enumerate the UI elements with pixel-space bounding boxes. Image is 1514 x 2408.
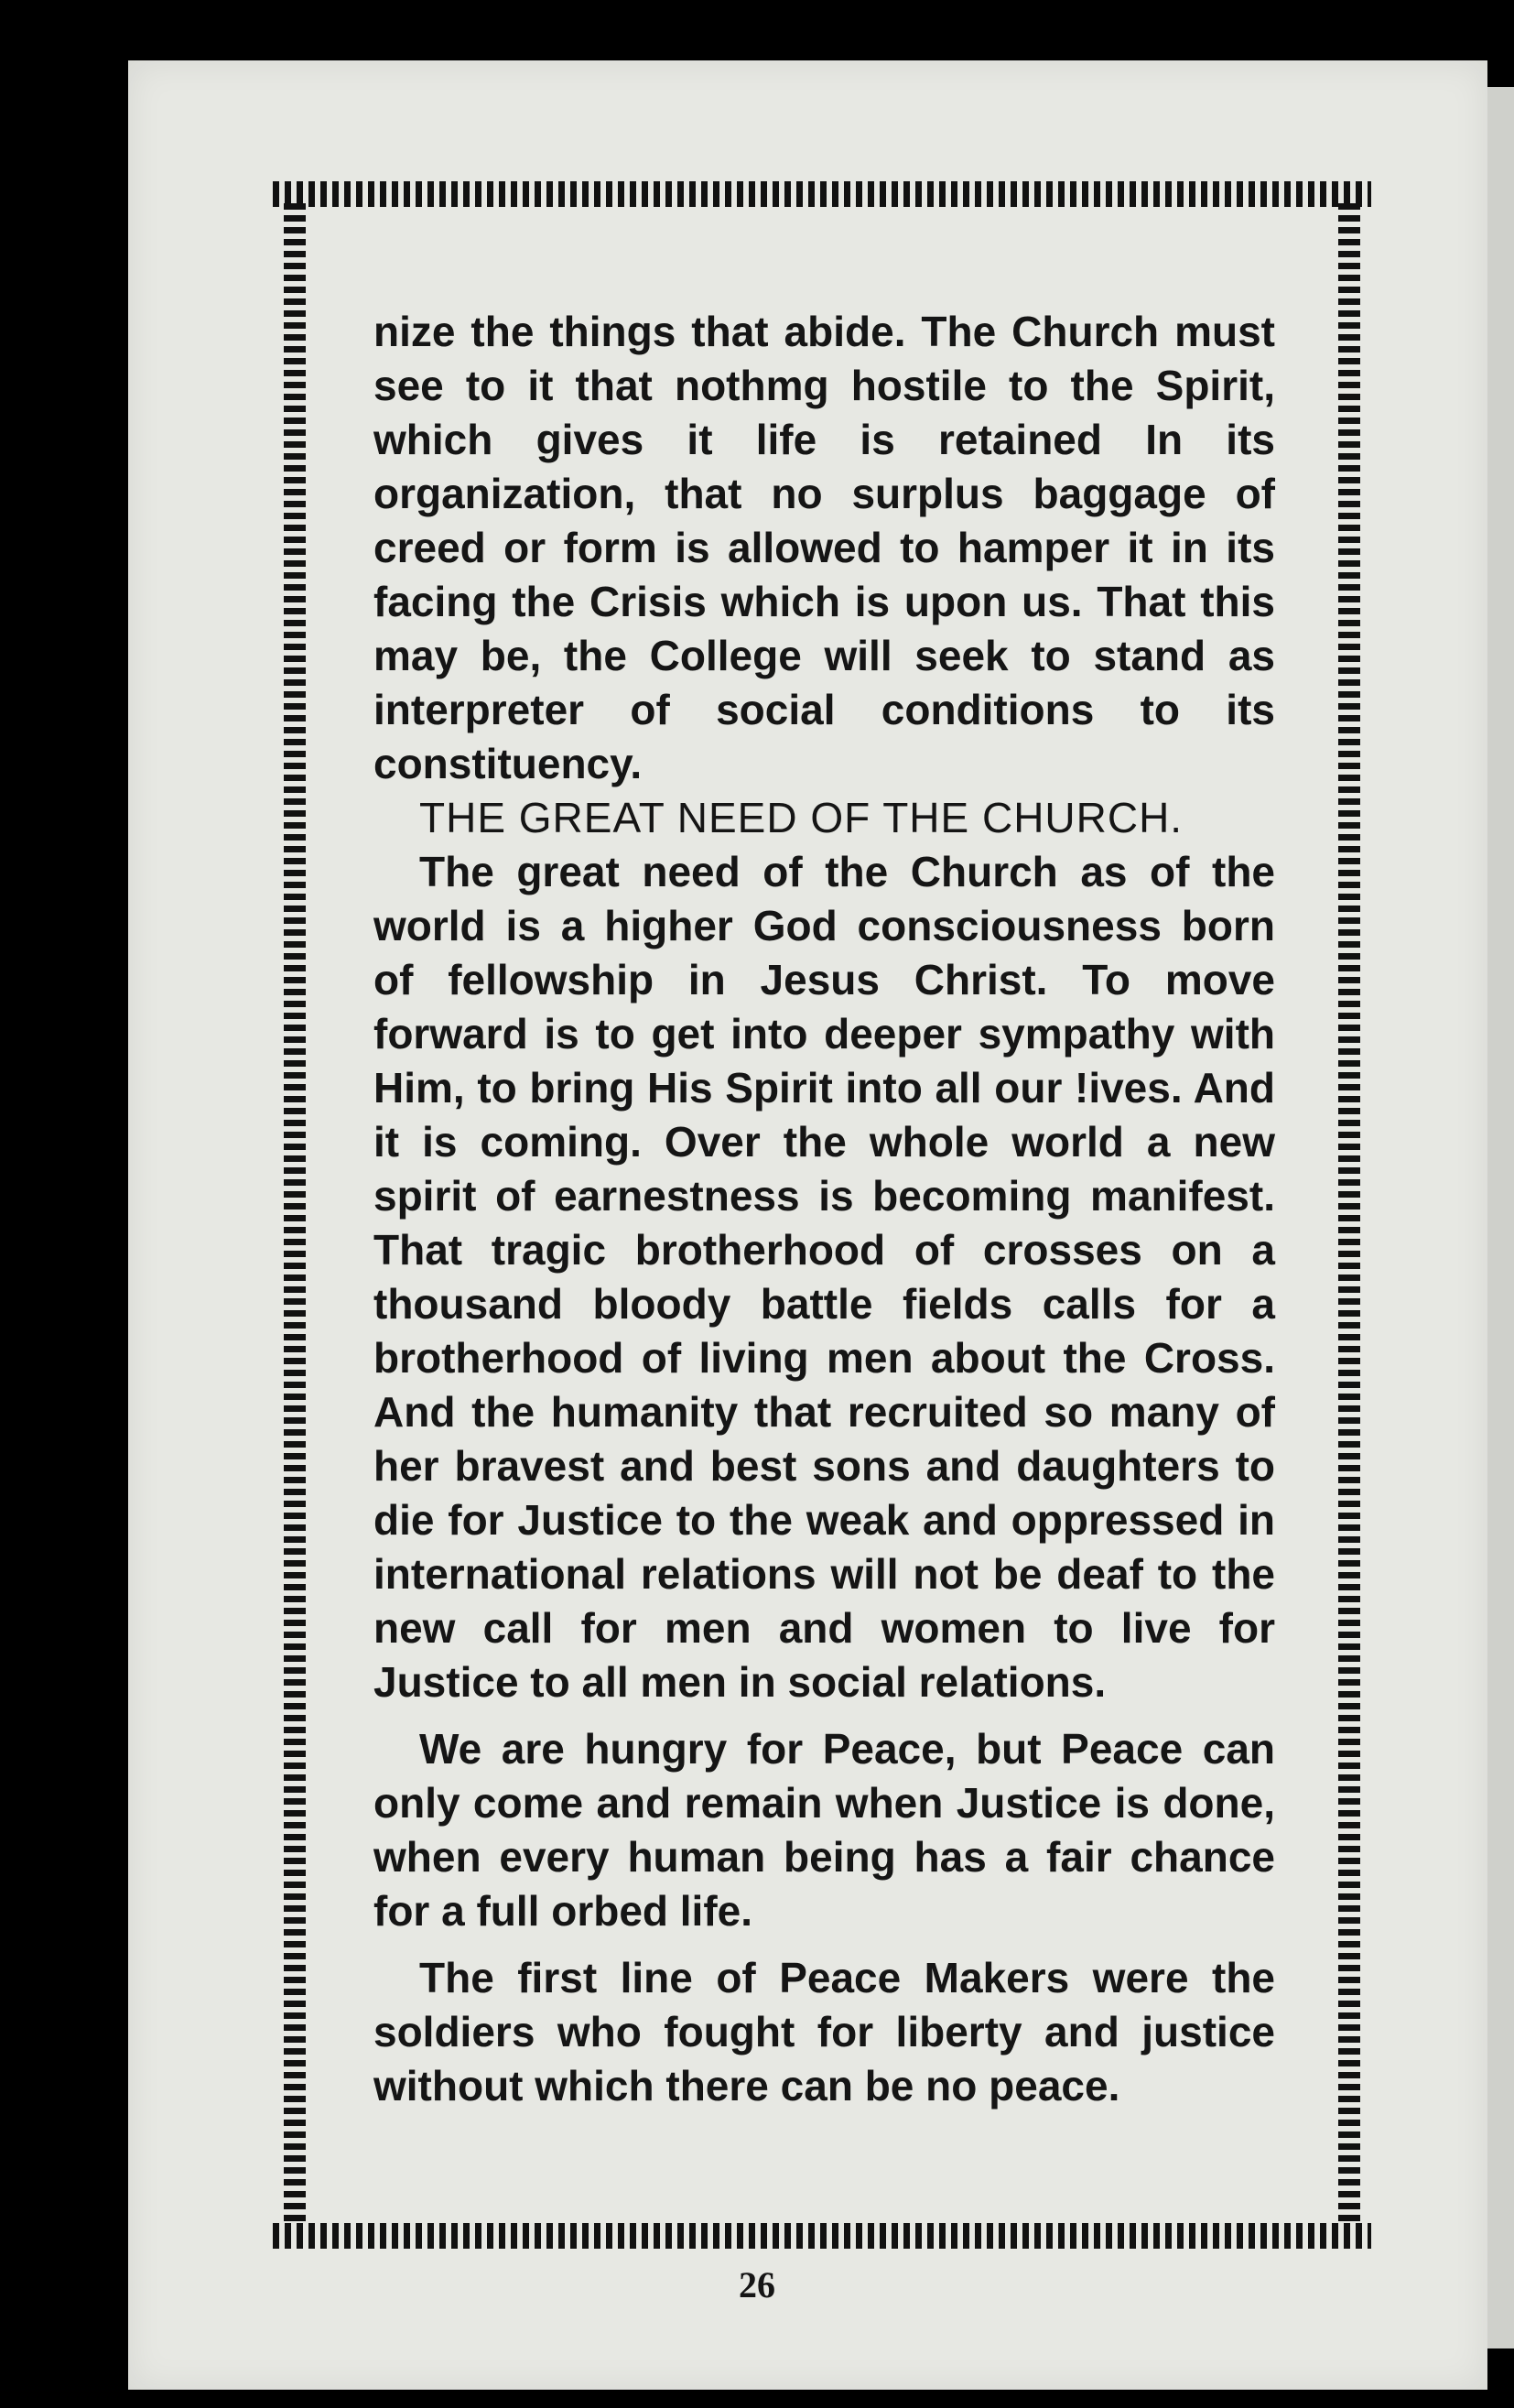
border-right — [1338, 203, 1360, 2227]
section-heading: THE GREAT NEED OF THE CHURCH. — [419, 794, 1184, 841]
decorative-border-frame — [273, 181, 1371, 2249]
paragraph-peace-makers: The first line of Peace Makers were the soldiers who fought for liberty and justice without which there can be no peace. — [373, 1954, 1275, 2110]
border-left — [284, 203, 306, 2227]
paragraph-continuation: nize the things that abide. The Church must see to it that nothmg hostile to the Spirit, which gives it life is retained In its organization, that no surplus baggage of creed or form is allowed to hamper it in its facing the Crisis which is upon us. That this may be, the College will seek to stand as interpreter of social conditions to its constituency. — [373, 308, 1275, 787]
border-top — [273, 181, 1371, 207]
page-number: 26 — [739, 2264, 775, 2305]
paragraph-great-need: The great need of the Church as of the world is a higher God consciousness born of fellowship in Jesus Christ. To move forward is to get into deeper sympathy with Him, to bring His Spirit into all our !ives. And it is coming. Over the whole world a new spirit of earnestness is becoming manifest. That tragic brotherhood of crosses on a thousand bloody battle fields calls for a brotherhood of living men about the Cross. And the humanity that recruited so many of her bravest and best sons and daughters to die for Justice to the weak and oppressed in international relations will not be deaf to the new call for men and women to live for Justice to all men in social relations. — [373, 848, 1275, 1706]
page-body-text — [373, 305, 1275, 2113]
border-bottom — [273, 2223, 1371, 2249]
paragraph-peace: We are hungry for Peace, but Peace can only come and remain when Justice is done, when every human being has a fair chance for a full orbed life. — [373, 1725, 1275, 1935]
